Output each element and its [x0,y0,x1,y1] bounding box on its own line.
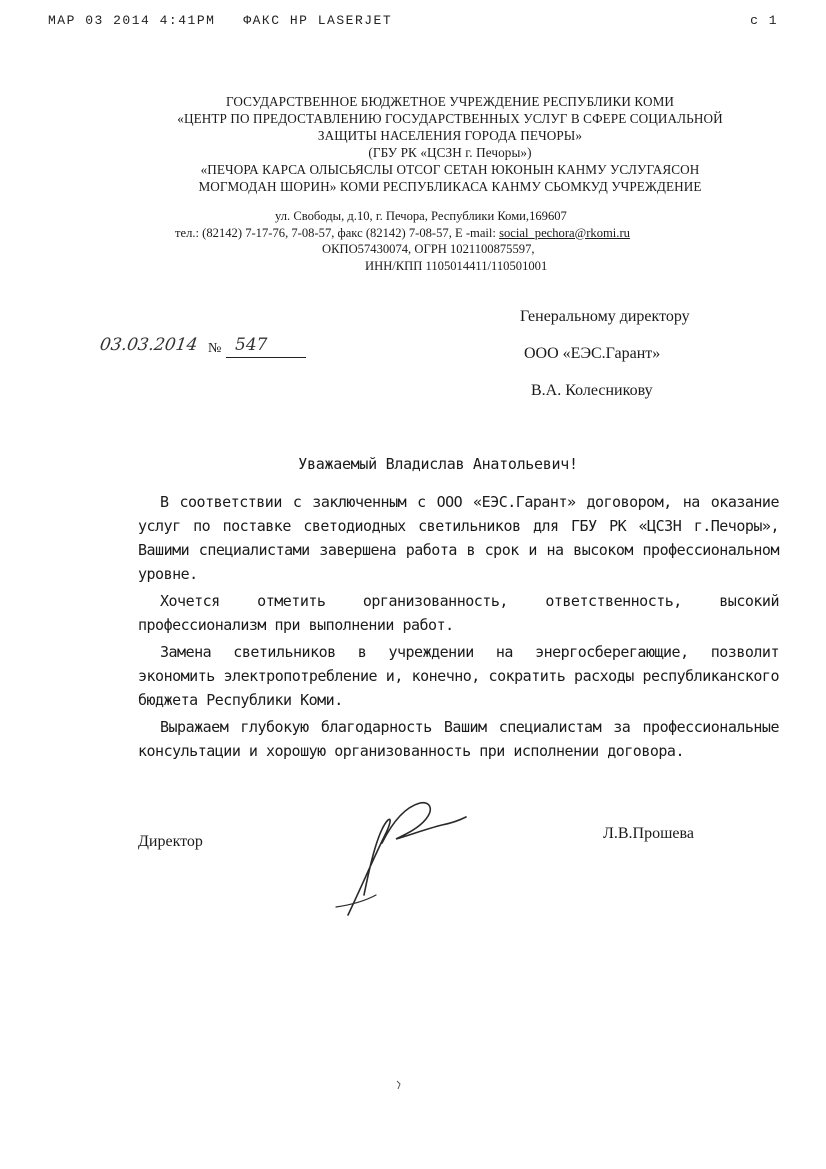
signer-name: Л.В.Прошева [603,825,694,842]
registration-number: 547 [235,335,268,355]
fax-header [48,13,778,33]
contact-details [170,208,770,274]
signature-row [138,825,738,863]
organization-header [110,93,790,195]
fax-page-number: c 1 [750,13,778,28]
body-paragraph-3: Замена светильников в учреждении на энергосберегающие, позволит экономить электропотребление и, конечно, сократить расходы республиканского бюджета Республики Коми. [138,643,779,709]
phone-fax-text: тел.: (82142) 7-17-76, 7-08-57, факс (82142) 7-08-57, E -mail: [175,225,500,240]
phone-line [170,225,770,242]
signer-title: Директор [138,833,203,850]
inn-line: ИНН/КПП 1105014411/110501001 [365,258,548,273]
org-line-2: «ЦЕНТР ПО ПРЕДОСТАВЛЕНИЮ ГОСУДАРСТВЕННЫХ УСЛУГ В СФЕРЕ СОЦИАЛЬНОЙ [177,111,723,126]
okpo-line: ОКПО57430074, ОГРН 1021100875597, [322,242,535,256]
org-line-5: «ПЕЧОРА КАРСА ОЛЫСЬЯСЛЫ ОТСОГ СЕТАН ЮКОНЫН КАНМУ УСЛУГАЯСОН [200,162,700,177]
body-paragraph-1: В соответствии с заключенным с ООО «ЕЭС.Гарант» договором, на оказание услуг по поставке светодиодных светильников для ГБУ РК «ЦСЗН г.Печоры», Вашими специалистами завершена работа в срок и на высоком профессиональном уровне. [138,493,779,583]
registration-stamp [100,335,310,369]
body-paragraph-2: Хочется отметить организованность, ответственность, высокий профессионализм при выполнении работ. [138,592,779,634]
org-line-6: МОГМОДАН ШОРИН» КОМИ РЕСПУБЛИКАСА КАНМУ СЬОМКУД УЧРЕЖДЕНИЕ [198,179,702,194]
addressee-name: В.А. Колесникову [531,382,653,399]
email-link[interactable]: social_pechora@rkomi.ru [499,225,630,240]
registration-date: 03.03.2014 [98,335,199,355]
org-line-1: ГОСУДАРСТВЕННОЕ БЮДЖЕТНОЕ УЧРЕЖДЕНИЕ РЕСПУБЛИКИ КОМИ [225,94,675,109]
registration-underline [226,357,306,358]
org-line-4: (ГБУ РК «ЦСЗН г. Печоры») [368,145,532,160]
org-line-3: ЗАЩИТЫ НАСЕЛЕНИЯ ГОРОДА ПЕЧОРЫ» [317,128,583,143]
greeting: Уважаемый Владислав Анатольевич! [298,455,578,473]
scan-speck [395,1080,403,1090]
address-line: ул. Свободы, д.10, г. Печора, Республики Коми,169607 [275,209,567,223]
addressee-company: ООО «ЕЭС.Гарант» [524,345,661,362]
number-sign: № [208,341,222,356]
addressee-position: Генеральному директору [520,308,690,325]
fax-header-left: MAP 03 2014 4:41PM ФАКС HP LASERJET [48,13,393,28]
letter-body [138,490,779,763]
body-paragraph-4: Выражаем глубокую благодарность Вашим специалистам за профессиональные консультации и хорошую организованность при исполнении договора. [138,718,779,760]
